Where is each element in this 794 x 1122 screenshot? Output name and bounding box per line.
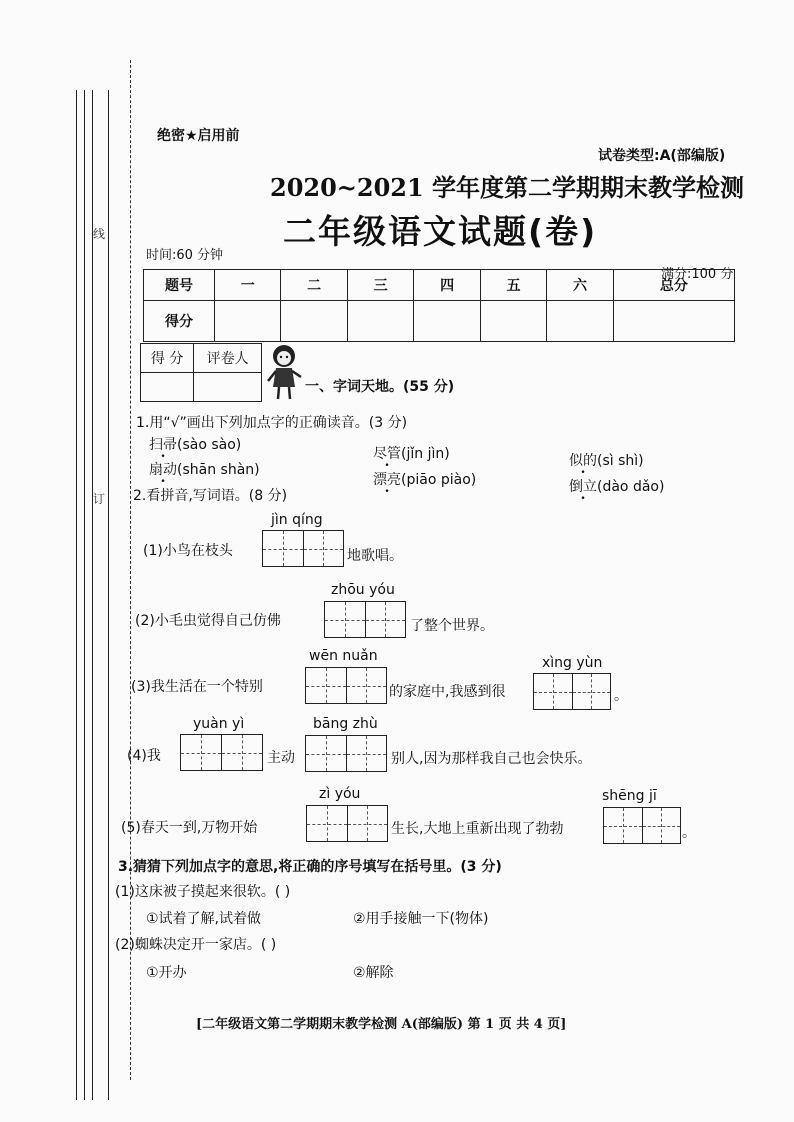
sentence-text: 生长,大地上重新出现了勃勃 [391,821,564,837]
score-table-cell: 一 [215,270,281,301]
q1-pinyin-options[interactable]: (sì shì) [597,453,644,469]
grader-score-input[interactable] [141,373,194,402]
q1-word: 扇动 [149,462,177,478]
exam-time: 时间:60 分钟 [146,248,224,263]
q3-option: ②用手接触一下(物体) [353,911,489,927]
section-title: 一、字词天地。(55 分) [305,379,455,395]
character-grid[interactable] [533,673,611,710]
full-score: 满分:100 分 [661,267,734,282]
character-cell[interactable] [604,808,643,843]
character-cell[interactable] [534,674,573,709]
q1-word: 尽管 [373,446,401,462]
sentence-text: 地歌唱。 [347,548,403,564]
pinyin-prompt: shēng jī [602,788,657,804]
character-cell[interactable] [222,735,262,770]
pinyin-prompt: yuàn yì [193,716,245,732]
q3-option: ①开办 [146,965,187,981]
q3-sentence[interactable]: (2)蜘蛛决定开一家店。( ) [115,937,277,953]
q3-sentence[interactable]: (1)这床被子摸起来很软。( ) [115,884,291,900]
paper-title: 二年级语文试题(卷) [283,212,598,251]
sentence-text: 。 [682,825,696,841]
character-cell[interactable] [643,808,681,843]
pinyin-prompt: zì yóu [319,786,361,802]
sentence-text: (5)春天一到,万物开始 [121,820,258,836]
score-table-cell: 二 [281,270,347,301]
q3-option: ②解除 [353,965,394,981]
q1-pinyin-options[interactable]: (shān shàn) [177,462,260,478]
score-table-cell: 总分 [613,270,734,301]
q1-word: 扫帚 [149,437,177,453]
character-grid[interactable] [603,807,681,844]
score-table-cell: 六 [547,270,613,301]
binding-label-staple: 订 [93,492,106,506]
score-table-header-row [144,270,735,301]
pinyin-prompt: bāng zhù [313,716,378,732]
character-cell[interactable] [348,806,388,841]
character-grid[interactable] [324,601,406,638]
score-table-cell: 四 [414,270,480,301]
score-input-cell[interactable] [347,301,413,342]
binding-label-line: 线 [93,227,106,241]
binding-line [108,90,109,1100]
score-input-cell[interactable] [281,301,347,342]
score-table-score-row [144,301,735,342]
q1-pinyin-options[interactable]: (jǐn jìn) [401,446,450,462]
character-grid[interactable] [305,667,387,704]
exam-title: 2020~2021 学年度第二学期期末教学检测 [270,173,745,202]
score-table-cell: 得分 [144,301,215,342]
sentence-text: (1)小鸟在枝头 [143,543,233,559]
sentence-text: (2)小毛虫觉得自己仿佛 [135,613,281,629]
score-input-cell[interactable] [547,301,613,342]
sentence-text: (4)我 [127,748,161,764]
sentence-text: 主动 [267,750,295,766]
q1-item [373,469,476,489]
character-cell[interactable] [304,531,344,566]
character-cell[interactable] [306,668,347,703]
pinyin-prompt: jìn qíng [271,512,323,528]
q1-item [149,459,260,479]
score-table-cell: 题号 [144,270,215,301]
q2-stem: 2.看拼音,写词语。(8 分) [133,488,288,504]
grader-label: 评卷人 [194,344,262,373]
cartoon-girl-illustration [264,343,304,401]
score-table [143,269,735,342]
pinyin-prompt: wēn nuǎn [309,648,378,664]
sentence-text: (3)我生活在一个特别 [131,679,263,695]
character-cell[interactable] [263,531,304,566]
q1-item [569,450,644,470]
binding-line [84,90,85,1100]
q1-stem: 1.用“√”画出下列加点字的正确读音。(3 分) [136,415,408,431]
binding-line [76,90,77,1100]
character-cell[interactable] [347,736,387,771]
q3-stem: 3.猜猜下列加点字的意思,将正确的序号填写在括号里。(3 分) [118,859,502,875]
secret-label: 绝密★启用前 [157,128,240,144]
character-cell[interactable] [573,674,611,709]
paper-type: 试卷类型:A(部编版) [598,148,726,164]
q1-pinyin-options[interactable]: (piāo piào) [401,472,477,488]
q1-word: 漂亮 [373,472,401,488]
character-grid[interactable] [262,530,344,567]
q1-pinyin-options[interactable]: (sào sào) [177,437,242,453]
q1-item [149,434,241,454]
character-cell[interactable] [306,736,347,771]
score-table-cell: 三 [347,270,413,301]
score-input-cell[interactable] [613,301,734,342]
grader-table [140,343,262,402]
character-cell[interactable] [347,668,387,703]
character-grid[interactable] [180,734,263,771]
grader-input[interactable] [194,373,262,402]
sentence-text: 的家庭中,我感到很 [389,684,506,700]
q1-word: 倒立 [569,479,597,495]
q3-option: ①试着了解,试着做 [146,911,262,927]
sentence-text: 了整个世界。 [410,618,494,634]
character-grid[interactable] [305,735,387,772]
q1-pinyin-options[interactable]: (dào dǎo) [597,479,665,495]
q1-item [373,443,450,463]
character-cell[interactable] [366,602,406,637]
character-cell[interactable] [181,735,222,770]
character-cell[interactable] [325,602,366,637]
score-table-cell: 五 [480,270,546,301]
pinyin-prompt: xìng yùn [542,655,603,671]
binding-line [130,60,132,1080]
q1-item [569,476,664,496]
score-input-cell[interactable] [480,301,546,342]
character-cell[interactable] [307,806,348,841]
q1-word: 似的 [569,453,597,469]
grader-score-label: 得 分 [141,344,194,373]
score-input-cell[interactable] [215,301,281,342]
pinyin-prompt: zhōu yóu [331,582,395,598]
character-grid[interactable] [306,805,388,842]
sentence-text: 别人,因为那样我自己也会快乐。 [391,751,592,767]
sentence-text: 。 [614,688,628,704]
score-input-cell[interactable] [414,301,480,342]
page-footer: [二年级语文第二学期期末教学检测 A(部编版) 第 1 页 共 4 页] [196,1017,567,1032]
